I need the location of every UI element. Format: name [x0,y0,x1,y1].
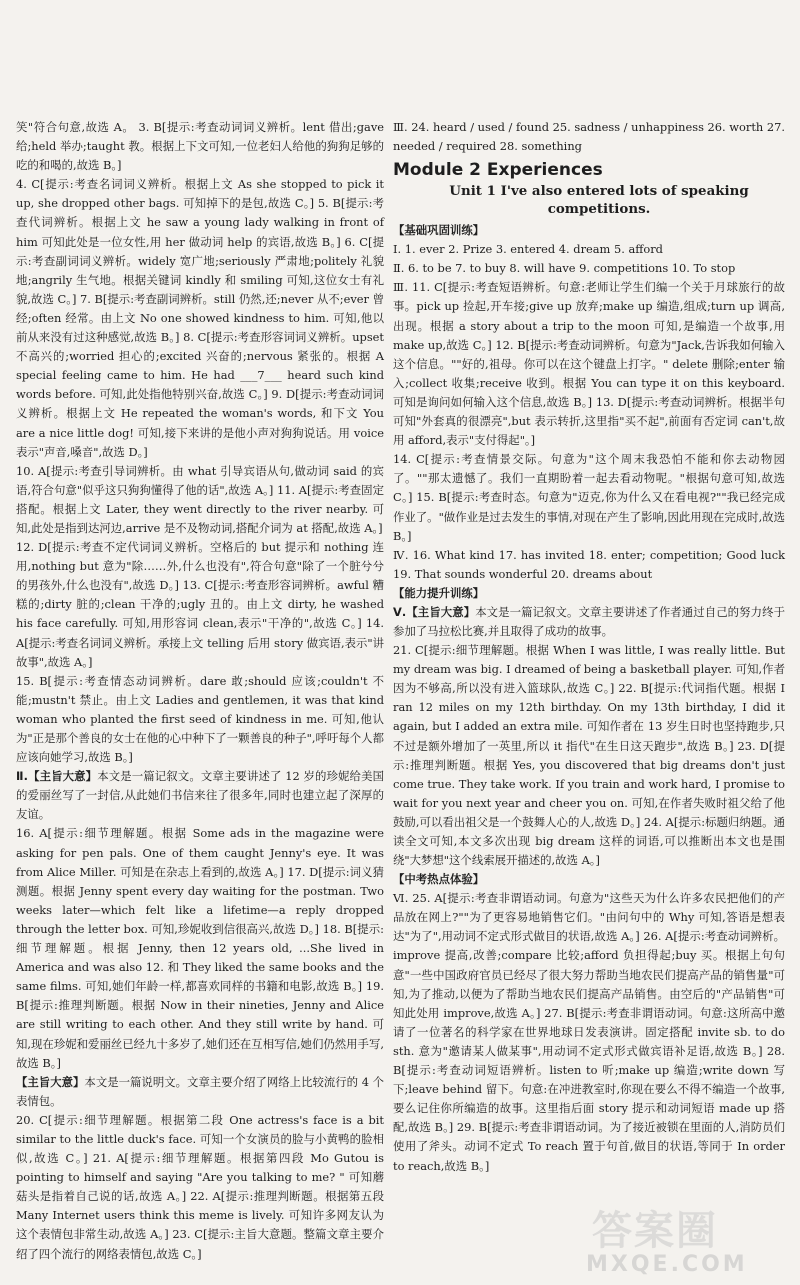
section-heading-basic: 【基础巩固训练】 [393,223,485,238]
summary-label: 【主旨大意】 [16,1074,85,1089]
summary-label: Ⅱ.【主旨大意】 [16,769,98,784]
left-column [16,118,384,1264]
watermark-url: MXQE.COM [586,1252,748,1277]
summary-paragraph [393,603,785,641]
unit-title: Unit 1 I've also entered lots of speaking competitions. [449,183,749,218]
answer-paragraph: Ⅱ. 6. to be 7. to buy 8. will have 9. competitions 10. To stop [393,261,736,276]
answer-paragraph: 20. C[提示:细节理解题。根据第二段 One actress's face is a bit similar to the little duck's face. 可知一个女演员的脸与小黄鸭的脸相似,故选 C。] 21. A[提示:细节理解题。根据第四段 Mo Gutou is pointing to himself and saying "Are you talking to me? " 可知蘑菇头是指着自己说的话,故选 A。] 22. A[提示:推理判断题。根据第五段 Many Internet users think this meme is lively. 可知许多网友认为这个表情包非常生动,故选 A。] 23. C[提示:主旨大意题。整篇文章主要介绍了四个流行的网络表情包,故选 C。] [16,1112,384,1261]
watermark-logo [582,1199,772,1277]
summary-text: 本文是一篇说明文。文章主要介绍了网络上比较流行的 4 个表情包。 [16,1074,384,1108]
section-heading-ability: 【能力提升训练】 [393,585,485,600]
answer-paragraph: Ⅵ. 25. A[提示:考查非谓语动词。句意为"这些天为什么许多农民把他们的产品放在网上?""为了更容易地销售它们。"由问句中的 Why 可知,答语是想表达"为了",用动词不定式形式做目的状语,故选 A。] 26. A[提示:考查动词辨析。improve 提高,改善;compare 比较;afford 负担得起;buy 买。根据上句句意"一些中国政府官员已经尽了很大努力帮助当地农民们提高产品的销售量"可知,为了推动,以便为了帮助当地农民们提高产品销售。由空后的"产品销售"可知此处用 improve,故选 A。] 27. B[提示:考查非谓语动词。句意:这所高中邀请了一位著名的科学家在世界地球日发表演讲。固定搭配 invite sb. to do sth. 意为"邀请某人做某事",用动词不定式形式做宾语补足语,故选 B。] 28. B[提示:考查动词短语辨析。listen to 听;make up 编造;write down 写下;leave behind 留下。句意:在冲进教室时,你现在要么不得不编造一个故事,要么记住你所编造的故事。这里指后面 story 提示和动词短语 made up 搭配,故选 B。] 29. B[提示:考查非谓语动词。为了接近被锁在里面的人,消防员们使用了斧头。动词不定式 To reach 置于句首,做目的状语,等同于 In order to reach,故选 B。] [393,891,785,1173]
answer-paragraph: Ⅲ. 11. C[提示:考查短语辨析。句意:老师让学生们编一个关于月球旅行的故事。pick up 捡起,开车接;give up 放弃;make up 编造,组成;turn up 调高,出现。根据 a story about a trip to the moon 可知,是编造一个故事,用 make up,故选 C。] 12. B[提示:考查动词辨析。句意为"Jack,告诉我如何输入这个信息。""好的,祖母。你可以在这个键盘上打字。" delete 删除;enter 输入;collect 收集;receive 收到。根据 You can type it on this keyboard. 可知是询问如何输入这个信息,故选 B。] 13. D[提示:考查动词辨析。根据半句可知"外套真的很漂亮",but 表示转折,这里指"买不起",前面有否定词 can't,故用 afford,表示"支付得起"。] [393,280,785,448]
answer-paragraph: Ⅲ. 24. heard / used / found 25. sadness / unhappiness 26. worth 27. needed / required 28. something [393,120,785,154]
answer-paragraph: Ⅳ. 16. What kind 17. has invited 18. enter; competition; Good luck 19. That sounds wonderful 20. dreams about [393,547,785,581]
answer-paragraph: 4. C[提示:考查名词词义辨析。根据上文 As she stopped to pick it up, she dropped other bags. 可知掉下的是包,故选 C。] 5. B[提示:考查代词辨析。根据上文 he saw a young lady walking in front of him 可知此处是一位女性,用 her 做动词 help 的宾语,故选 B。] 6. C[提示:考查副词词义辨析。widely 宽广地;seriously 严肃地;politely 礼貌地;angrily 生气地。根据关键词 kindly 和 smiling 可知,这位女士有礼貌,故选 C。] 7. B[提示:考查副词辨析。still 仍然,还;never 从不;ever 曾经;often 经常。由上文 No one showed kindness to him. 可知,他以前从来没有过这种感觉,故选 B。] 8. C[提示:考查形容词词义辨析。upset 不高兴的;worried 担心的;excited 兴奋的;nervous 紧张的。根据 A special feeling came to him. He had ___7___ heard such kind words before. 可知,此处指他特别兴奋,故选 C。] 9. D[提示:考查动词词义辨析。根据上文 He repeated the woman's words, 和下文 You are a nice little dog! 可知,接下来讲的是他小声对狗狗说话。用 voice 表示"声音,嗓音",故选 D。] [16,177,384,459]
summary-text: 本文是一篇记叙文。文章主要讲述了 12 岁的珍妮给美国的爱丽丝写了一封信,从此她们书信来往了很多年,同时也建立起了深厚的友谊。 [16,769,384,822]
right-column [393,118,785,1176]
summary-paragraph [16,1073,384,1111]
answer-paragraph: 14. C[提示:考查情景交际。句意为"这个周末我恐怕不能和你去动物园了。""那太遗憾了。我们一直期盼着一起去看动物呢。"根据句意可知,故选 C。] 15. B[提示:考查时态。句意为"迈克,你为什么又在看电视?""我已经完成作业了。"做作业是过去发生的事情,对现在产生了影响,因此用现在完成时,故选 B。] [393,452,785,543]
summary-text: 本文是一篇记叙文。文章主要讲述了作者通过自己的努力终于参加了马拉松比赛,并且取得了成功的故事。 [393,604,785,638]
answer-paragraph: Ⅰ. 1. ever 2. Prize 3. entered 4. dream 5. afford [393,242,663,257]
answer-paragraph: 16. A[提示:细节理解题。根据 Some ads in the magazine were asking for pen pals. One of them caught Jenny's eye. It was from Alice Miller. 可知是在杂志上看到的,故选 A。] 17. D[提示:词义猜测题。根据 Jenny spent every day waiting for the postman. Two weeks later—which felt like a lifetime—a reply dropped through the letter box. 可知,珍妮收到信很高兴,故选 D。] 18. B[提示:细节理解题。根据 Jenny, then 12 years old, ...She lived in America and was also 12. 和 They liked the same books and the same films. 可知,她们年龄一样,都喜欢同样的书籍和电影,故选 B。] 19. B[提示:推理判断题。根据 Now in their nineties, Jenny and Alice are still writing to each other. And they still write by hand. 可知,现在珍妮和爱丽丝已经九十多岁了,她们还在互相写信,她们仍然用手写,故选 B。] [16,826,384,1070]
watermark-text: 答案圈 [592,1208,718,1254]
answer-paragraph: 10. A[提示:考查引导词辨析。由 what 引导宾语从句,做动词 said 的宾语,符合句意"似乎这只狗狗懂得了他的话",故选 A。] 11. A[提示:考查固定搭配。根据上文 Later, they went directly to the river nearby. 可知,此处是指到达河边,arrive 是不及物动词,搭配介词为 at 搭配,故选 A。] [16,463,384,535]
summary-paragraph [16,767,384,824]
section-heading-exam: 【中考热点体验】 [393,872,485,887]
module-title: Module 2 Experiences [393,160,603,181]
answer-paragraph: 15. B[提示:考查情态动词辨析。dare 敢;should 应该;couldn't 不能;mustn't 禁止。由上文 Ladies and gentlemen, it was that kind woman who planted the first seed of kindness in me. 可知,他认为"正是那个善良的女士在他的心中种下了一颗善良的种子",呼吁每个人都应该向她学习,故选 B。] [16,673,384,765]
answer-paragraph: 12. D[提示:考查不定代词词义辨析。空格后的 but 提示和 nothing 连用,nothing but 意为"除……外,什么也没有",符合句意"除了一个脏兮兮的男孩外,什么也没有",故选 D。] 13. C[提示:考查形容词辨析。awful 糟糕的;dirty 脏的;clean 干净的;ugly 丑的。由上文 dirty, he washed his face carefully. 可知,用形容词 clean,表示"干净的",故选 C。] 14. A[提示:考查名词词义辨析。承接上文 telling 后用 story 做宾语,表示"讲故事",故选 A。] [16,540,384,669]
summary-label: Ⅴ.【主旨大意】 [393,604,476,619]
answer-paragraph: 笑"符合句意,故选 A。 3. B[提示:考查动词词义辨析。lent 借出;gave 给;held 举办;taught 教。根据上下文可知,一位老妇人给他的狗狗足够的吃的和喝的,故选 B。] [16,120,384,173]
answer-paragraph: 21. C[提示:细节理解题。根据 When I was little, I was really little. But my dream was big. I dreamed of being a basketball player. 可知,作者因为不够高,所以没有进入篮球队,故选 C。] 22. B[提示:代词指代题。根据 I ran 12 miles on my 12th birthday. On my 13th birthday, I did it again, but I added an extra mile. 可知作者在 13 岁生日时也坚持跑步,只不过是额外增加了一英里,所以 it 指代"在生日这天跑步",故选 B。] 23. D[提示:推理判断题。根据 Yes, you discovered that big dreams don't just come true. They take work. If you train and work hard, I promise to wait for you next year and cheer you on. 可知,在作者失败时祖父给了他鼓励,可以看出祖父是一个鼓舞人心的人,故选 D。] 24. A[提示:标题归纳题。通读全文可知,本文多次出现 big dream 这样的词语,可以推断出本文也是围绕"大梦想"这个线索展开描述的,故选 A。] [393,643,785,868]
